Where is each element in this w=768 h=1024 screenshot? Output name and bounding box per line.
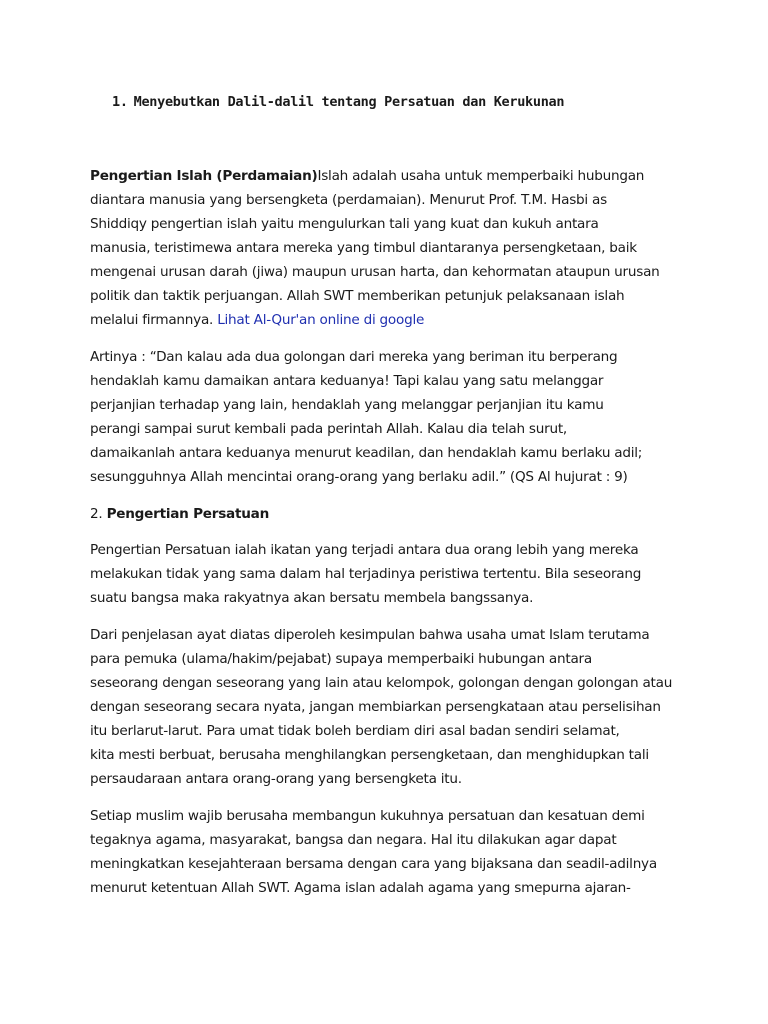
- section-1-number: 1.: [112, 94, 128, 110]
- text-line: dengan seseorang secara nyata, jangan membiarkan persengkataan atau perselisihan: [90, 699, 661, 715]
- text-line: persaudaraan antara orang-orang yang bersengketa itu.: [90, 771, 462, 787]
- section-2-number: 2.: [90, 506, 103, 522]
- paragraph-persatuan: [90, 538, 686, 610]
- text-line: diantara manusia yang bersengketa (perdamaian). Menurut Prof. T.M. Hasbi as: [90, 192, 607, 208]
- text-line: itu berlarut-larut. Para umat tidak boleh berdiam diri asal badan sendiri selamat,: [90, 723, 620, 739]
- section-2-title: Pengertian Persatuan: [106, 506, 269, 522]
- text-line: hendaklah kamu damaikan antara keduanya! Tapi kalau yang satu melanggar: [90, 373, 604, 389]
- islah-term: Pengertian Islah (Perdamaian): [90, 168, 318, 184]
- text-line: politik dan taktik perjuangan. Allah SWT memberikan petunjuk pelaksanaan islah: [90, 288, 625, 304]
- text-line: manusia, teristimewa antara mereka yang timbul diantaranya persengketaan, baik: [90, 240, 637, 256]
- text-line: damaikanlah antara keduanya menurut keadilan, dan hendaklah kamu berlaku adil;: [90, 445, 643, 461]
- paragraph-artinya: [90, 345, 686, 489]
- text-line: meningkatkan kesejahteraan bersama dengan cara yang bijaksana dan seadil-adilnya: [90, 856, 657, 872]
- text-line: Dari penjelasan ayat diatas diperoleh kesimpulan bahwa usaha umat Islam terutama: [90, 627, 650, 643]
- text-line: Artinya : “Dan kalau ada dua golongan dari mereka yang beriman itu berperang: [90, 349, 618, 365]
- paragraph-muslim: [90, 804, 686, 900]
- text-line: tegaknya agama, masyarakat, bangsa dan negara. Hal itu dilakukan agar dapat: [90, 832, 617, 848]
- text-line: suatu bangsa maka rakyatnya akan bersatu membela bangssanya.: [90, 590, 534, 606]
- document-page: [90, 90, 686, 913]
- quran-online-link[interactable]: Lihat Al-Qur'an online di google: [217, 312, 425, 328]
- text-line: melakukan tidak yang sama dalam hal terjadinya peristiwa tertentu. Bila seseorang: [90, 566, 642, 582]
- text-line: Shiddiqy pengertian islah yaitu mengulurkan tali yang kuat dan kukuh antara: [90, 216, 599, 232]
- section-1-heading: [112, 90, 686, 114]
- text-line: Setiap muslim wajib berusaha membangun kukuhnya persatuan dan kesatuan demi: [90, 808, 645, 824]
- section-2-heading: [90, 502, 686, 526]
- text-line: Pengertian Islah (Perdamaian)Islah adalah usaha untuk memperbaiki hubungan: [90, 168, 645, 184]
- text-line: seseorang dengan seseorang yang lain atau kelompok, golongan dengan golongan atau: [90, 675, 673, 691]
- text-line: mengenai urusan darah (jiwa) maupun urusan harta, dan kehormatan ataupun urusan: [90, 264, 660, 280]
- text-line: kita mesti berbuat, berusaha menghilangkan persengketaan, dan menghidupkan tali: [90, 747, 649, 763]
- text-line: melalui firmannya. Lihat Al-Qur'an online di google: [90, 312, 425, 328]
- section-1-title: Menyebutkan Dalil-dalil tentang Persatuan dan Kerukunan: [133, 94, 565, 110]
- text-line: para pemuka (ulama/hakim/pejabat) supaya memperbaiki hubungan antara: [90, 651, 592, 667]
- paragraph-kesimpulan: [90, 623, 686, 791]
- text-line: Pengertian Persatuan ialah ikatan yang terjadi antara dua orang lebih yang mereka: [90, 542, 639, 558]
- paragraph-islah: [90, 164, 686, 332]
- text-line: perjanjian terhadap yang lain, hendaklah yang melanggar perjanjian itu kamu: [90, 397, 604, 413]
- text-line: sesungguhnya Allah mencintai orang-orang yang berlaku adil.” (QS Al hujurat : 9): [90, 469, 628, 485]
- text-line: perangi sampai surut kembali pada perintah Allah. Kalau dia telah surut,: [90, 421, 567, 437]
- text-line: menurut ketentuan Allah SWT. Agama islan adalah agama yang smepurna ajaran-: [90, 880, 631, 896]
